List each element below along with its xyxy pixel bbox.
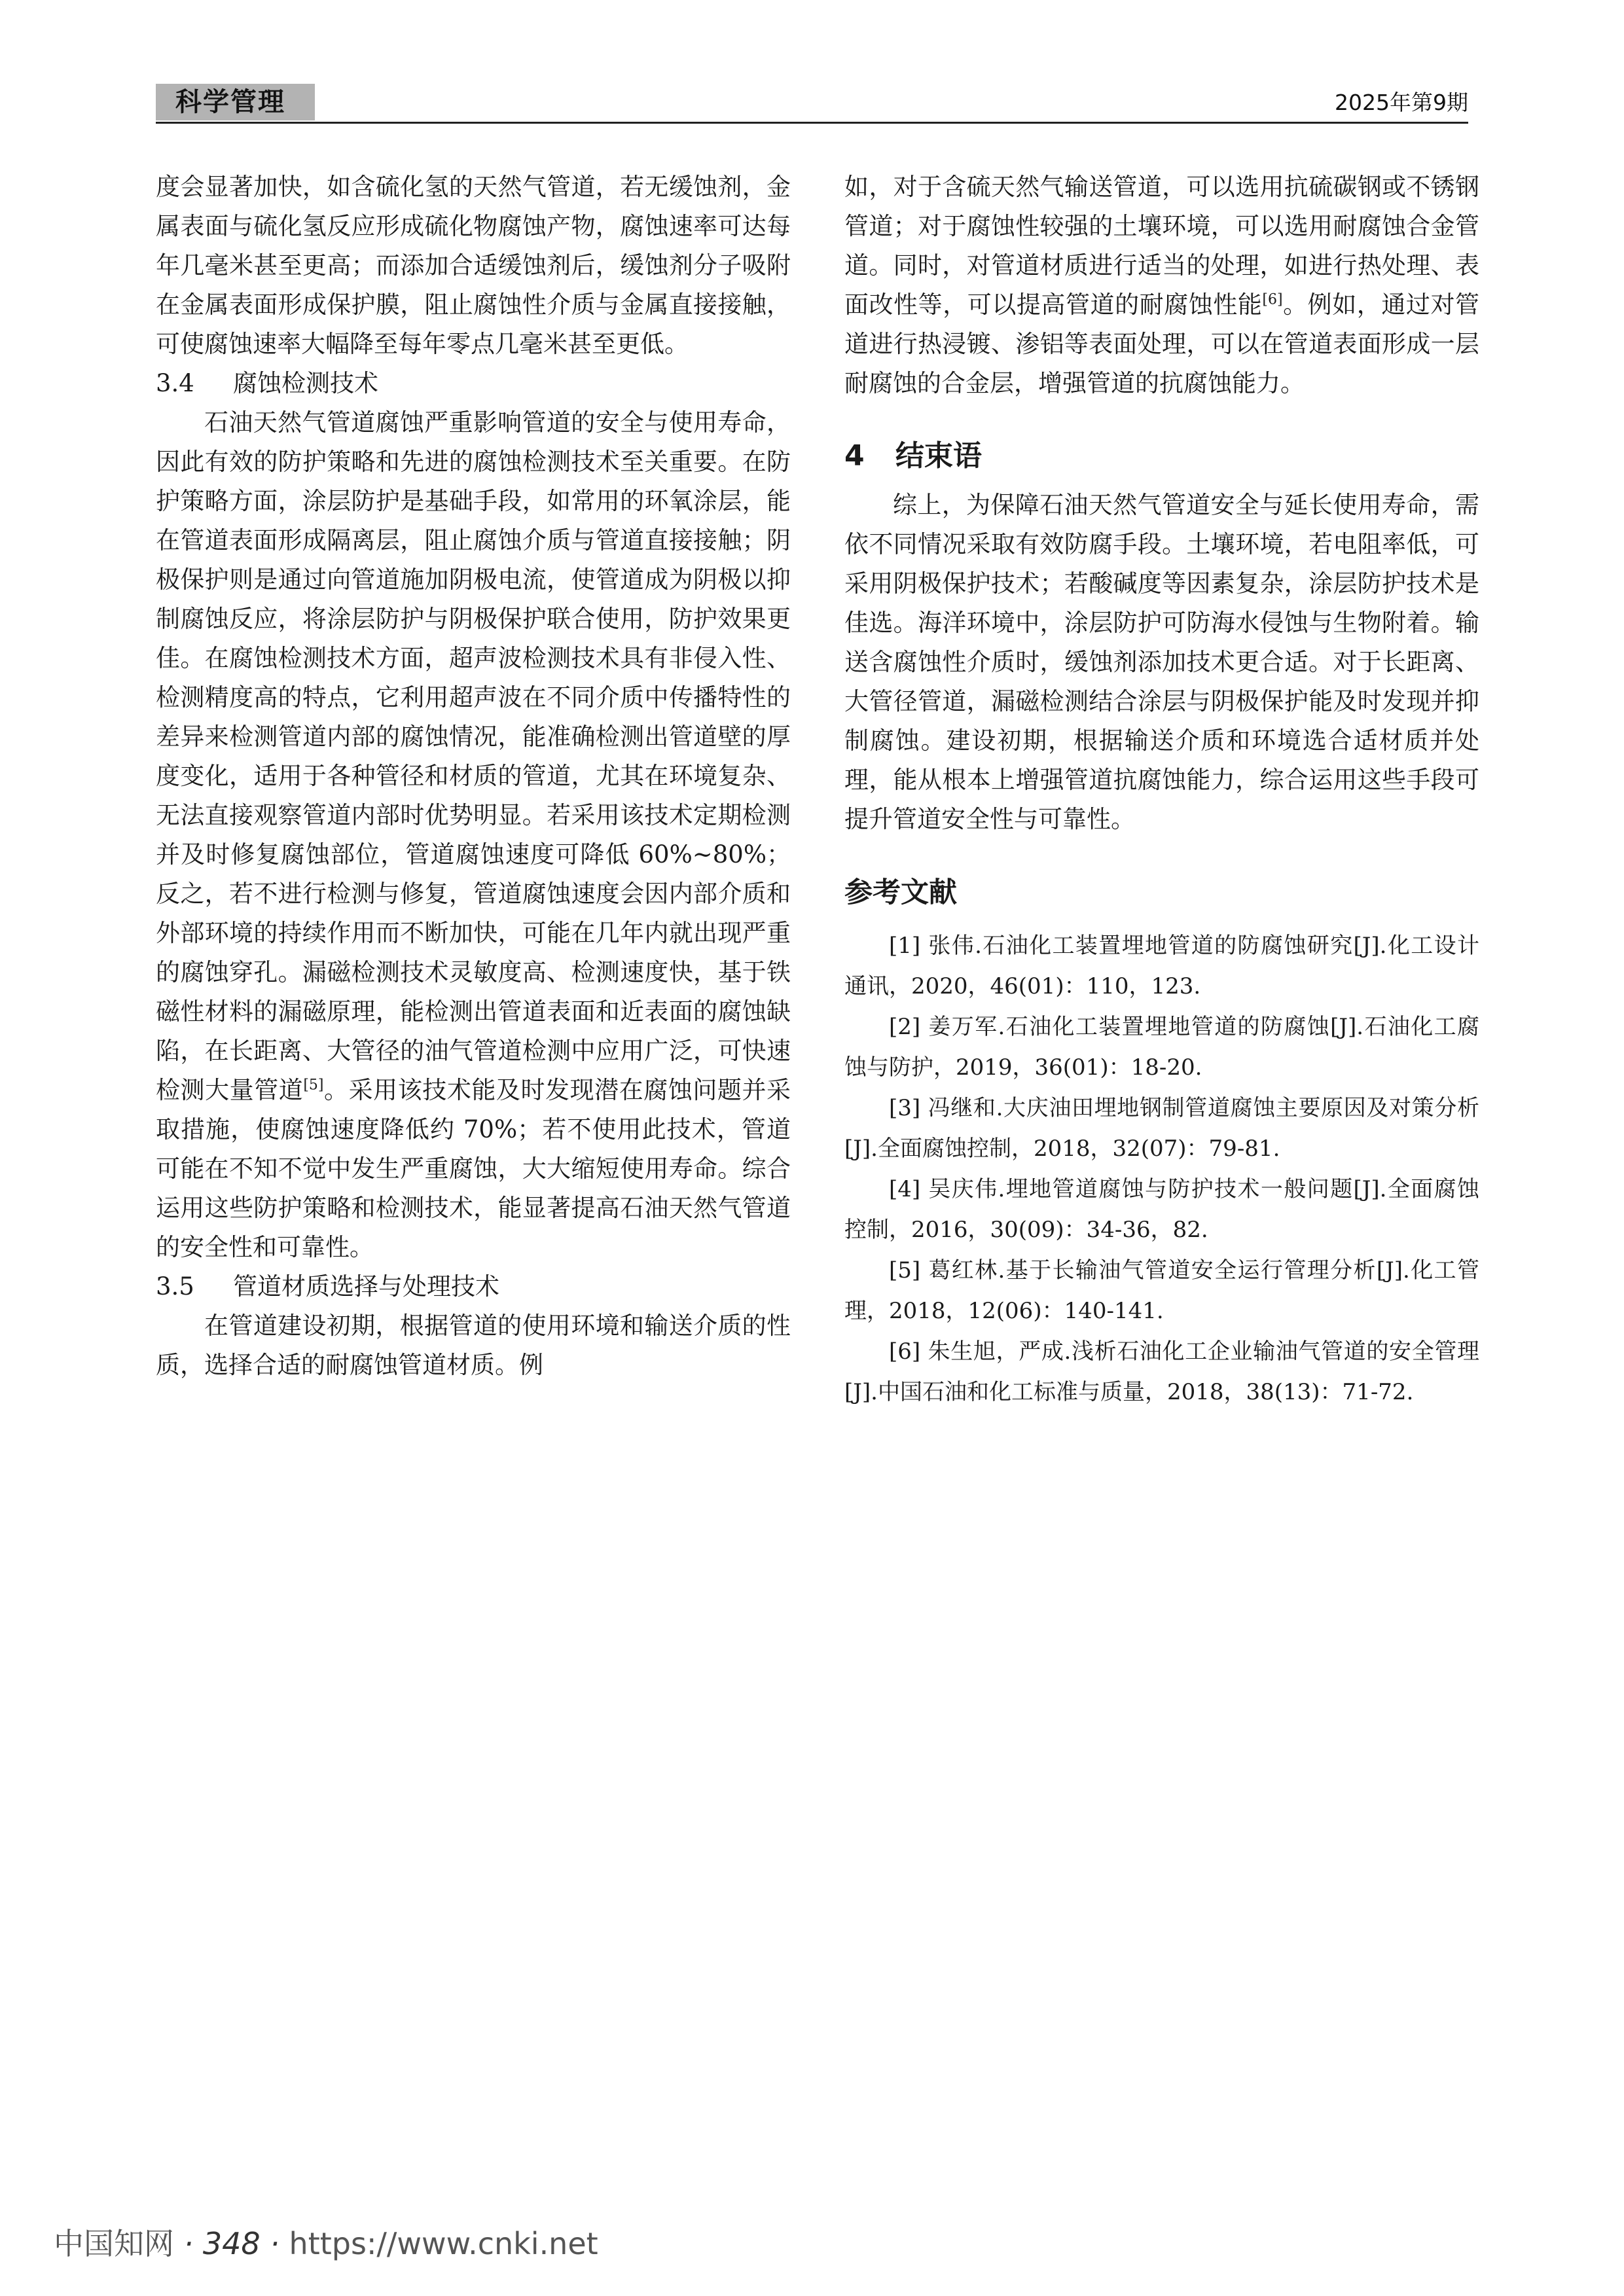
header-rule [156, 122, 1468, 124]
site-url[interactable]: https://www.cnki.net [289, 2226, 598, 2261]
section-3-5-heading [156, 1267, 791, 1306]
section-title: 管道材质选择与处理技术 [233, 1272, 499, 1300]
issue-label: 2025年第9期 [1335, 90, 1468, 115]
citation: [6] [1262, 291, 1283, 308]
paragraph-corrosion-detection [156, 403, 791, 1267]
paragraph-continued: 度会显著加快，如含硫化氢的天然气管道，若无缓蚀剂，金属表面与硫化氢反应形成硫化物腐蚀产物，腐蚀速率可达每年几毫米甚至更高；而添加合适缓蚀剂后，缓蚀剂分子吸附在金属表面形成保护膜，阻止腐蚀性介质与金属直接接触，可使腐蚀速率大幅降至每年零点几毫米甚至更低。 [156, 173, 791, 358]
section-number: 3.4 [156, 369, 194, 397]
references-heading: 参考文献 [844, 876, 957, 909]
page-number: · 348 · [183, 2226, 280, 2261]
reference-item: [4] 吴庆伟.埋地管道腐蚀与防护技术一般问题[J].全面腐蚀控制，2016，30(09)：34-36，82. [844, 1176, 1479, 1243]
text-run: 如，对于含硫天然气输送管道，可以选用抗硫碳钢或不锈钢管道；对于腐蚀性较强的土壤环境，可以选用耐腐蚀合金管道。同时，对管道材质进行适当的处理，如进行热处理、表面改性等，可以提高管道的耐腐蚀性能 [844, 173, 1479, 319]
paragraph-conclusion: 综上，为保障石油天然气管道安全与延长使用寿命，需依不同情况采取有效防腐手段。土壤环境，若电阻率低，可采用阴极保护技术；若酸碱度等因素复杂，涂层防护技术是佳选。海洋环境中，涂层防护可防海水侵蚀与生物附着。输送含腐蚀性介质时，缓蚀剂添加技术更合适。对于长距离、大管径管道，漏磁检测结合涂层与阴极保护能及时发现并抑制腐蚀。建设初期，根据输送介质和环境选合适材质并处理，能从根本上增强管道抗腐蚀能力，综合运用这些手段可提升管道安全性与可靠性。 [844, 491, 1479, 833]
text-run: 。采用该技术能及时发现潜在腐蚀问题并采取措施，使腐蚀速度降低约 70%；若不使用此技术，管道可能在不知不觉中发生严重腐蚀，大大缩短使用寿命。综合运用这些防护策略和检测技术，能显著提高石油天然气管道的安全性和可靠性。 [156, 1076, 791, 1261]
reference-item: [5] 葛红林.基于长输油气管道安全运行管理分析[J].化工管理，2018，12(06)：140-141. [844, 1257, 1479, 1324]
section-number: 4 [844, 439, 865, 473]
section-title: 结束语 [895, 439, 982, 473]
site-name: 中国知网 [54, 2226, 174, 2261]
reference-list [844, 925, 1479, 1412]
text-run: 。例如，通过对管道进行热浸镀、渗铝等表面处理，可以在管道表面形成一层耐腐蚀的合金层，增强管道的抗腐蚀能力。 [844, 291, 1480, 397]
reference-item: [2] 姜万军.石油化工装置埋地管道的防腐蚀[J].石油化工腐蚀与防护，2019，36(01)：18-20. [844, 1014, 1479, 1081]
text-run: 石油天然气管道腐蚀严重影响管道的安全与使用寿命，因此有效的防护策略和先进的腐蚀检测技术至关重要。在防护策略方面，涂层防护是基础手段，如常用的环氧涂层，能在管道表面形成隔离层，阻止腐蚀介质与管道直接接触；阴极保护则是通过向管道施加阴极电流，使管道成为阴极以抑制腐蚀反应，将涂层防护与阴极保护联合使用，防护效果更佳。在腐蚀检测技术方面，超声波检测技术具有非侵入性、检测精度高的特点，它利用超声波在不同介质中传播特性的差异来检测管道内部的腐蚀情况，能准确检测出管道壁的厚度变化，适用于各种管径和材质的管道，尤其在环境复杂、无法直接观察管道内部时优势明显。若采用该技术定期检测并及时修复腐蚀部位，管道腐蚀速度可降低 60%~80%；反之，若不进行检测与修复，管道腐蚀速度会因内部介质和外部环境的持续作用而不断加快，可能在几年内就出现严重的腐蚀穿孔。漏磁检测技术灵敏度高、检测速度快，基于铁磁性材料的漏磁原理，能检测出管道表面和近表面的腐蚀缺陷，在长距离、大管径的油气管道检测中应用广泛，可快速检测大量管道 [156, 408, 791, 1104]
section-4-heading [844, 433, 1479, 479]
reference-item: [1] 张伟.石油化工装置埋地管道的防腐蚀研究[J].化工设计通讯，2020，46(01)：110，123. [844, 933, 1479, 999]
right-column [844, 168, 1479, 1412]
paragraph-material-selection: 在管道建设初期，根据管道的使用环境和输送介质的性质，选择合适的耐腐蚀管道材质。例 [156, 1312, 791, 1379]
journal-name: 科学管理 [175, 87, 285, 117]
page-footer [54, 2224, 598, 2263]
citation: [5] [303, 1077, 324, 1094]
section-number: 3.5 [156, 1272, 194, 1300]
reference-item: [6] 朱生旭，严成.浅析石油化工企业输油气管道的安全管理[J].中国石油和化工标准与质量，2018，38(13)：71-72. [844, 1338, 1479, 1405]
reference-item: [3] 冯继和.大庆油田埋地钢制管道腐蚀主要原因及对策分析[J].全面腐蚀控制，2018，32(07)：79-81. [844, 1095, 1479, 1162]
section-3-4-heading [156, 364, 791, 403]
section-title: 腐蚀检测技术 [233, 369, 378, 397]
left-column [156, 168, 791, 1385]
paragraph-material-continued [844, 168, 1479, 403]
